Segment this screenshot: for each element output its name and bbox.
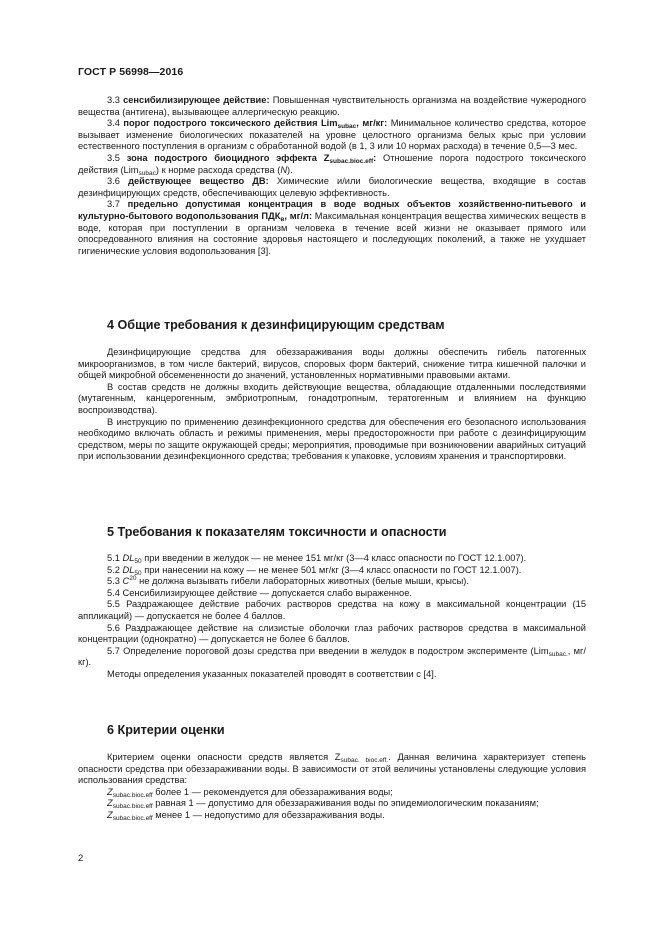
section-4-title: 4 Общие требования к дезинфицирующим средствам	[107, 318, 445, 332]
criterion-3: $Z_{subac.bioc.eff}$ менее 1 — недопустимо для обеззараживания воды.	[107, 809, 385, 822]
section-4-paragraph: В состав средств не должны входить действующие вещества, обладающие отдаленными последствиями (мутагенным, канцерогенным, эмбриотропным, гонадотропным, тератогенным и влиянием на функцию воспроизводства).	[78, 381, 586, 415]
section-5-title: 5 Требования к показателям токсичности и опасности	[107, 525, 447, 539]
term-3-6: 3.6 действующее вещество ДВ: Химические и/или биологические вещества, входящие в состав дезинфицирующих средств, обеспечивающих целевую эффективность.	[78, 176, 586, 198]
methods-note: Методы определения указанных показателей проводят в соответствии с [4].	[107, 668, 437, 679]
item-5-1: 5.1 $DL_{50}$ при введении в желудок — не менее 151 мг/кг (3—4 класс опасности по ГОСТ 12.1.007).	[107, 553, 527, 565]
item-5-7: 5.7 Определение пороговой дозы средства при введении в желудок в подостром эксперименте (Lim$_{subac.}$, мг/кг).	[78, 645, 586, 668]
document-header: ГОСТ Р 56998—2016	[78, 66, 184, 78]
term-3-3: 3.3 сенсибилизирующее действие: Повышенная чувствительность организма на воздействие чужеродного вещества (антигена), вызывающее аллергическую реакцию.	[78, 95, 586, 117]
section-4-paragraph: В инструкцию по применению дезинфекционного средства для обеспечения его безопасного использования необходимо включать область и режимы применения, меры предосторожности при работе с дезинфицирующим средством, меры по защите окружающей среды; мероприятия, проводимые при возникновении аварийных ситуаций при использовании дезинфекционного средства; требования к упаковке, условиям хранения и транспортировки.	[78, 416, 586, 462]
page-number: 2	[78, 853, 84, 864]
item-5-6: 5.6 Раздражающее действие на слизистые оболочки глаз рабочих растворов средства в максимальной концентрации (однократно) — допускается не более 6 баллов.	[78, 622, 586, 645]
criterion-1: $Z_{subac.bioc.eff}$ более 1 — рекомендуется для обеззараживания воды;	[107, 786, 393, 799]
criteria-intro: Критерием оценки опасности средств является $Z_{subac. bioc.eff.}$. Данная величина характеризует степень опасности средства при обеззараживании воды. В зависимости от этой величины установлены следующие условия использования средства:	[78, 752, 586, 786]
section-6-title: 6 Критерии оценки	[107, 723, 225, 737]
term-3-7: 3.7 предельно допустимая концентрация в воде водных объектов хозяйственно-питьевого и культурно-бытового водопользования $ПДК_в$, мг/л: Максимальная концентрация вещества химических веществ в воде, которая при поступлении в организм человека в течение всей жизни не оказывает прямого или опосредованного влияния на состояние здоровья настоящего и последующих поколений, а также не ухудшает гигиенические условия водопользования [3].	[78, 199, 586, 256]
term-3-5: 3.5 зона подострого биоцидного эффекта $Z_{subac.bioc.eff}$: Отношение порога подострого токсического действия (Lim$_{subac}$) к норме расхода средства (N).	[78, 152, 586, 177]
section-6-body	[78, 752, 586, 822]
section-4-body	[78, 347, 586, 463]
item-5-3: 5.3 $C^{20}$ не должна вызывать гибели лабораторных животных (белые мыши, крысы).	[107, 575, 469, 587]
item-5-5: 5.5 Раздражающее действие рабочих растворов средства на кожу в максимальной концентрации (15 аппликаций) — допускается не более 4 баллов.	[78, 599, 586, 621]
section-4-paragraph: Дезинфицирующие средства для обеззараживания воды должны обеспечить гибель патогенных микроорганизмов, в том числе бактерий, вирусов, споровых форм бактерий, снижение титра кишечной палочки и общей микробной обсемененности до значений, установленных нормативными правовыми актами.	[78, 347, 586, 381]
criterion-2: $Z_{subac.bioc.eff}$ равная 1 — допустимо для обеззараживания воды по эпидемиологическим показаниям;	[107, 798, 539, 811]
section-5-body	[78, 553, 586, 681]
item-5-2: 5.2 $DL_{50}$ при нанесении на кожу — не менее 501 мг/кг (3—4 класс опасности по ГОСТ 12.1.007).	[107, 564, 522, 577]
item-5-4: 5.4 Сенсибилизирующее действие — допускается слабо выраженное.	[107, 587, 412, 598]
terms-block	[78, 95, 586, 257]
term-3-4: 3.4 порог подострого токсического действия Lim$_{subac}$, мг/кг: Минимальное количество средства, которое вызывает изменение биологических показателей на уровне целостного организма белых крыс при условии естественного поступления в организм с обработанной водой (в 1, 3 или 10 нормах расхода) в течение 0,5—3 мес.	[78, 118, 586, 152]
